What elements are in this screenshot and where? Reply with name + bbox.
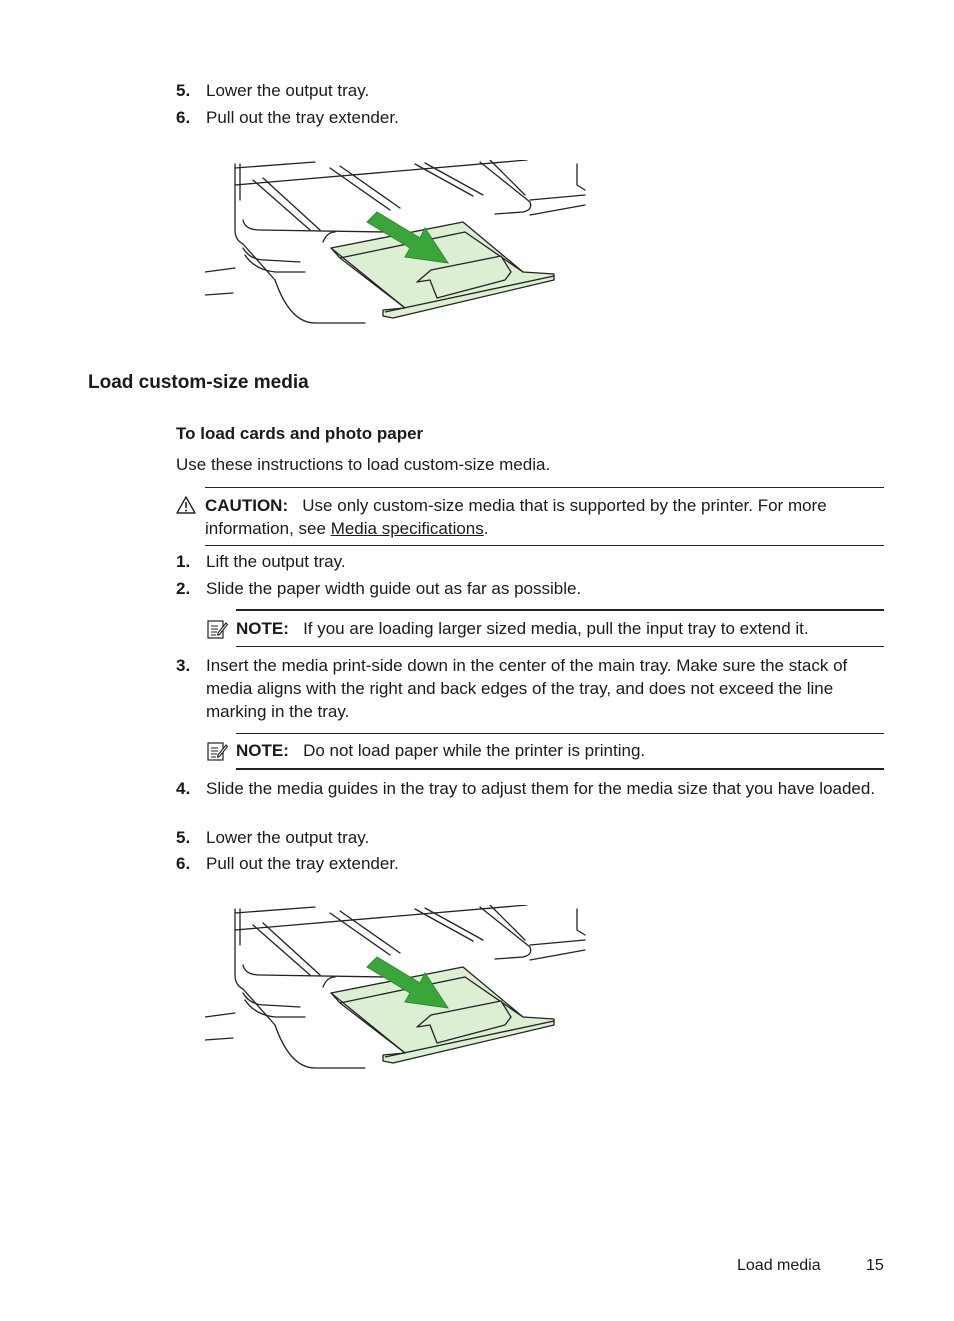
step-text: Pull out the tray extender.	[206, 854, 399, 873]
printer-tray-illustration	[205, 160, 590, 330]
step-text: Slide the media guides in the tray to adjust them for the media size that you have loaded.	[206, 779, 876, 798]
step-number: 5.	[176, 828, 191, 847]
step-number: 6.	[176, 854, 191, 873]
caution-block	[205, 494, 885, 540]
step-number: 2.	[176, 579, 191, 598]
step-number: 1.	[176, 552, 191, 571]
printer-tray-illustration	[205, 905, 590, 1075]
step-number: 5.	[176, 81, 191, 100]
note-block	[236, 617, 884, 640]
note-top-rule	[236, 609, 884, 611]
note-icon	[206, 618, 228, 640]
step-text: Insert the media print-side down in the center of the main tray. Make sure the stack of media aligns with the right and back edges of the tray, and does not exceed the line marking in the tray.	[206, 656, 848, 721]
note-text: If you are loading larger sized media, pull the input tray to extend it.	[303, 619, 809, 638]
step-number: 6.	[176, 108, 191, 127]
note-top-rule	[236, 733, 884, 734]
step-text: Lower the output tray.	[206, 828, 370, 847]
tray-extender-illustration-1	[205, 160, 590, 330]
caution-top-rule	[205, 487, 884, 488]
note-bottom-rule	[236, 768, 884, 770]
footer-section: Load media	[737, 1257, 821, 1274]
page-number: 15	[866, 1257, 884, 1274]
step-number: 3.	[176, 656, 191, 675]
procedure-title: To load cards and photo paper	[176, 424, 424, 443]
step-text: Slide the paper width guide out as far as possible.	[206, 579, 582, 598]
caution-text: Use only custom-size media that is supported by the printer. For more information, see	[205, 496, 827, 538]
note-block	[236, 739, 884, 762]
step-text: Lower the output tray.	[206, 81, 370, 100]
caution-text-end: .	[483, 519, 489, 538]
note-label: NOTE:	[236, 741, 289, 760]
step-text: Pull out the tray extender.	[206, 108, 399, 127]
step-text: Lift the output tray.	[206, 552, 346, 571]
tray-extender-illustration-2	[205, 905, 590, 1075]
section-title: Load custom-size media	[88, 372, 309, 393]
step-number: 4.	[176, 779, 191, 798]
warning-triangle-icon	[176, 495, 198, 517]
note-icon	[206, 740, 228, 762]
caution-bottom-rule	[205, 545, 884, 546]
note-text: Do not load paper while the printer is printing.	[303, 741, 646, 760]
caution-label: CAUTION:	[205, 496, 289, 515]
note-label: NOTE:	[236, 619, 289, 638]
note-bottom-rule	[236, 646, 884, 647]
media-specifications-link[interactable]: Media specifications	[330, 519, 484, 538]
intro-text: Use these instructions to load custom-size media.	[176, 455, 551, 474]
